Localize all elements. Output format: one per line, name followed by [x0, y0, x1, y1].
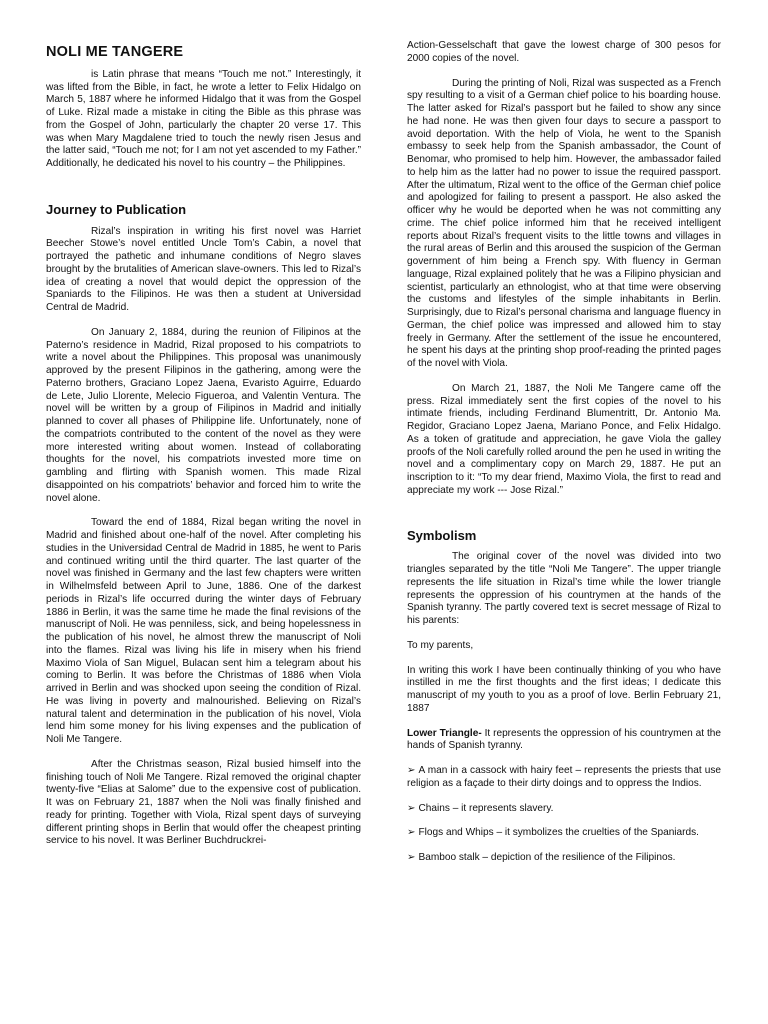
intro-paragraph: is Latin phrase that means “Touch me not.” Interestingly, it was lifted from the Bible, in fact, he wrote a letter to Felix Hidalgo on March 5, 1887 where he informed Hidalgo that it was from the Gospel of Luke. Rizal made a mistake in citing the Bible as this phrase was from the Gospel of John, particularly the chapter 20 verse 17. This was when Mary Magdalene tried to touch the newly risen Jesus and the latter said, “Touch me not; for I am not yet ascended to my Father.” Additionally, he dedicated his novel to his country – the Philippines. [46, 68, 361, 169]
heading-journey-to-publication: Journey to Publication [46, 201, 187, 217]
paragraph: During the printing of Noli, Rizal was suspected as a French spy resulting to a visit of a German chief police to his boarding house. The latter asked for Rizal’s passport but he failed to show any since he had none. He was then given four days to secure a passport to avoid deportation. With the help of Viola, he went to the Spanish embassy to seek help from the Spanish ambassador, the Count of Benomar, who promised to help him. However, the ambassador failed to help him as the latter had no power to issue the required passport. After the ultimatum, Rizal went to the office of the German chief police and apologized for failing to present a passport. He also asked the officer why he would be deported when he was not committing any crime. The chief police informed him that he received intelligent reports about Rizal’s frequent visits to the little towns and villages in the rural areas of Berlin and this aroused the suspicion of the German government of him being a French spy. With fluency in German language, Rizal explained politely that he was a Filipino physician and scientist, particularly an ethnologist, who at that time were observing the customs and lifestyles of the simple inhabitants in Berlin. Surprisingly, due to Rizal’s personal charisma and language fluency in German, the chief police was impressed and allowed him to stay freely in Germany. After the settlement of the issue he encountered, he spent his days at the printing shop proof-reading the printed pages of the novel with Viola. [407, 77, 721, 369]
list-item [407, 803, 721, 816]
list-item-text: Flogs and Whips – it symbolizes the cruelties of the Spaniards. [418, 827, 699, 839]
right-column [407, 40, 721, 877]
letter-salutation: To my parents, [407, 639, 474, 651]
list-item [407, 827, 721, 840]
paragraph: On March 21, 1887, the Noli Me Tangere came off the press. Rizal immediately sent the first copies of the novel to his intimate friends, including Ferdinand Blumentritt, Dr. Antonio Ma. Regidor, Graciano Lopez Jaena, Mariano Ponce, and Felix Hidalgo. As a token of gratitude and appreciation, he gave Viola the galley proofs of the Noli carefully rolled around the pen he used in writing the novel and a complimentary copy on March 29, 1887. He put an inscription to it: “To my dear friend, Maximo Viola, the first to read and appreciate my work --- Jose Rizal.” [407, 382, 721, 496]
paragraph: Action-Gesselschaft that gave the lowest charge of 300 pesos for 2000 copies of the novel. [407, 40, 721, 64]
lower-triangle-paragraph [407, 728, 721, 754]
paragraph: On January 2, 1884, during the reunion of Filipinos at the Paterno’s residence in Madrid, Rizal proposed to his compatriots to write a novel about the Philippines. This proposal was unanimously approved by the present Filipinos in the gathering, among were the Paterno brothers, Graciano Lopez Jaena, Evaristo Aguirre, Eduardo de Lete, Julio Llorente, Melecio Figueroa, and Valentin Ventura. The novel will be written by a group of Filipinos in Madrid and initially planned to cover all phases of Philippine life. Unfortunately, none of the compatriots contributed to the content of the novel as they were more interested writing about women. Instead of collaborating thoughts for the novel, his compatriots invested more time on gambling and flirting with Spanish women. This made Rizal disappointed on his compatriots’ behavior and forced him to write the novel alone. [46, 326, 361, 504]
list-item-text: Bamboo stalk – depiction of the resilience of the Filipinos. [418, 852, 676, 863]
paragraph: After the Christmas season, Rizal busied himself into the finishing touch of Noli Me Tangere. Rizal removed the original chapter twenty-five “Elias at Salome” due to the expensive cost of publication. It was on February 21, 1887 when the Noli was finally finished and ready for printing. Together with Viola, Rizal spent days of surveying different printing shops in Berlin that would offer the cheapest printing service to his novel. It was Berliner Buchdruckrei- [46, 758, 361, 847]
list-item [407, 765, 721, 791]
paragraph: The original cover of the novel was divided into two triangles separated by the title “Noli Me Tangere”. The upper triangle represents the life situation in Rizal’s time while the lower triangle represents the oppression of his countrymen at the hands of the Spanish tyranny. The partly covered text is secret message of Rizal to his parents: [407, 551, 721, 626]
heading-symbolism: Symbolism [407, 527, 477, 543]
left-column [46, 40, 361, 860]
lower-triangle-text: It represents the oppression of his countrymen at the hands of Spanish tyranny. [407, 727, 721, 752]
page-title: NOLI ME TANGERE [46, 44, 184, 60]
paragraph: Rizal’s inspiration in writing his first novel was Harriet Beecher Stowe’s novel entitled Uncle Tom’s Cabin, a novel that portrayed the pathetic and inhumane conditions of Negro slaves brought by the brutalities of American slave-owners. This led to Rizal’s idea of creating a novel that would depict the oppression of the Spaniards to the Filipinos. He was then a student at Universidad Central de Madrid. [46, 225, 361, 313]
paragraph: Toward the end of 1884, Rizal began writing the novel in Madrid and finished about one-half of the novel. After completing his studies in the Universidad Central de Madrid in 1885, he went to Paris and continued writing until the third quarter. The last quarter of the novel was finished in Germany and the last few chapters were written in Wilhelmsfeld between April to June, 1886. One of the darkest periods in Rizal’s life occurred during the winter days of February 1886 in Berlin, it was the same time he made the final revisions of the manuscript of Noli. He was penniless, sick, and being hopelessness in the publication of his novel, he almost threw the manuscript of Noli into the flames. Rizal was living his life in misery when his friend Maximo Viola of San Miguel, Bulacan sent him a telegram about his coming to Berlin. It was before the Christmas of 1886 when Viola arrived in Berlin and was shocked upon seeing the condition of Rizal. He was living in poverty and malnourished. Believing on Rizal’s natural talent and determination in the publication of his novel, Viola lend him some money for his living expenses and the publication of Noli Me Tangere. [46, 517, 361, 745]
arrow-bullet-icon: ➢ [407, 765, 416, 776]
list-item [407, 852, 721, 865]
arrow-bullet-icon: ➢ [407, 827, 416, 839]
letter-body: In writing this work I have been continually thinking of you who have instilled in me the first thoughts and the first ideas; I dedicate this manuscript of my youth to you as a proof of love. Berlin February 21, 1887 [407, 664, 721, 714]
list-item-text: A man in a cassock with hairy feet – represents the priests that use religion as a façade to their dirty doings and to oppress the Indios. [407, 765, 721, 789]
arrow-bullet-icon: ➢ [407, 802, 416, 814]
arrow-bullet-icon: ➢ [407, 852, 416, 863]
lower-triangle-label: Lower Triangle- [407, 727, 482, 739]
list-item-text: Chains – it represents slavery. [418, 802, 554, 814]
